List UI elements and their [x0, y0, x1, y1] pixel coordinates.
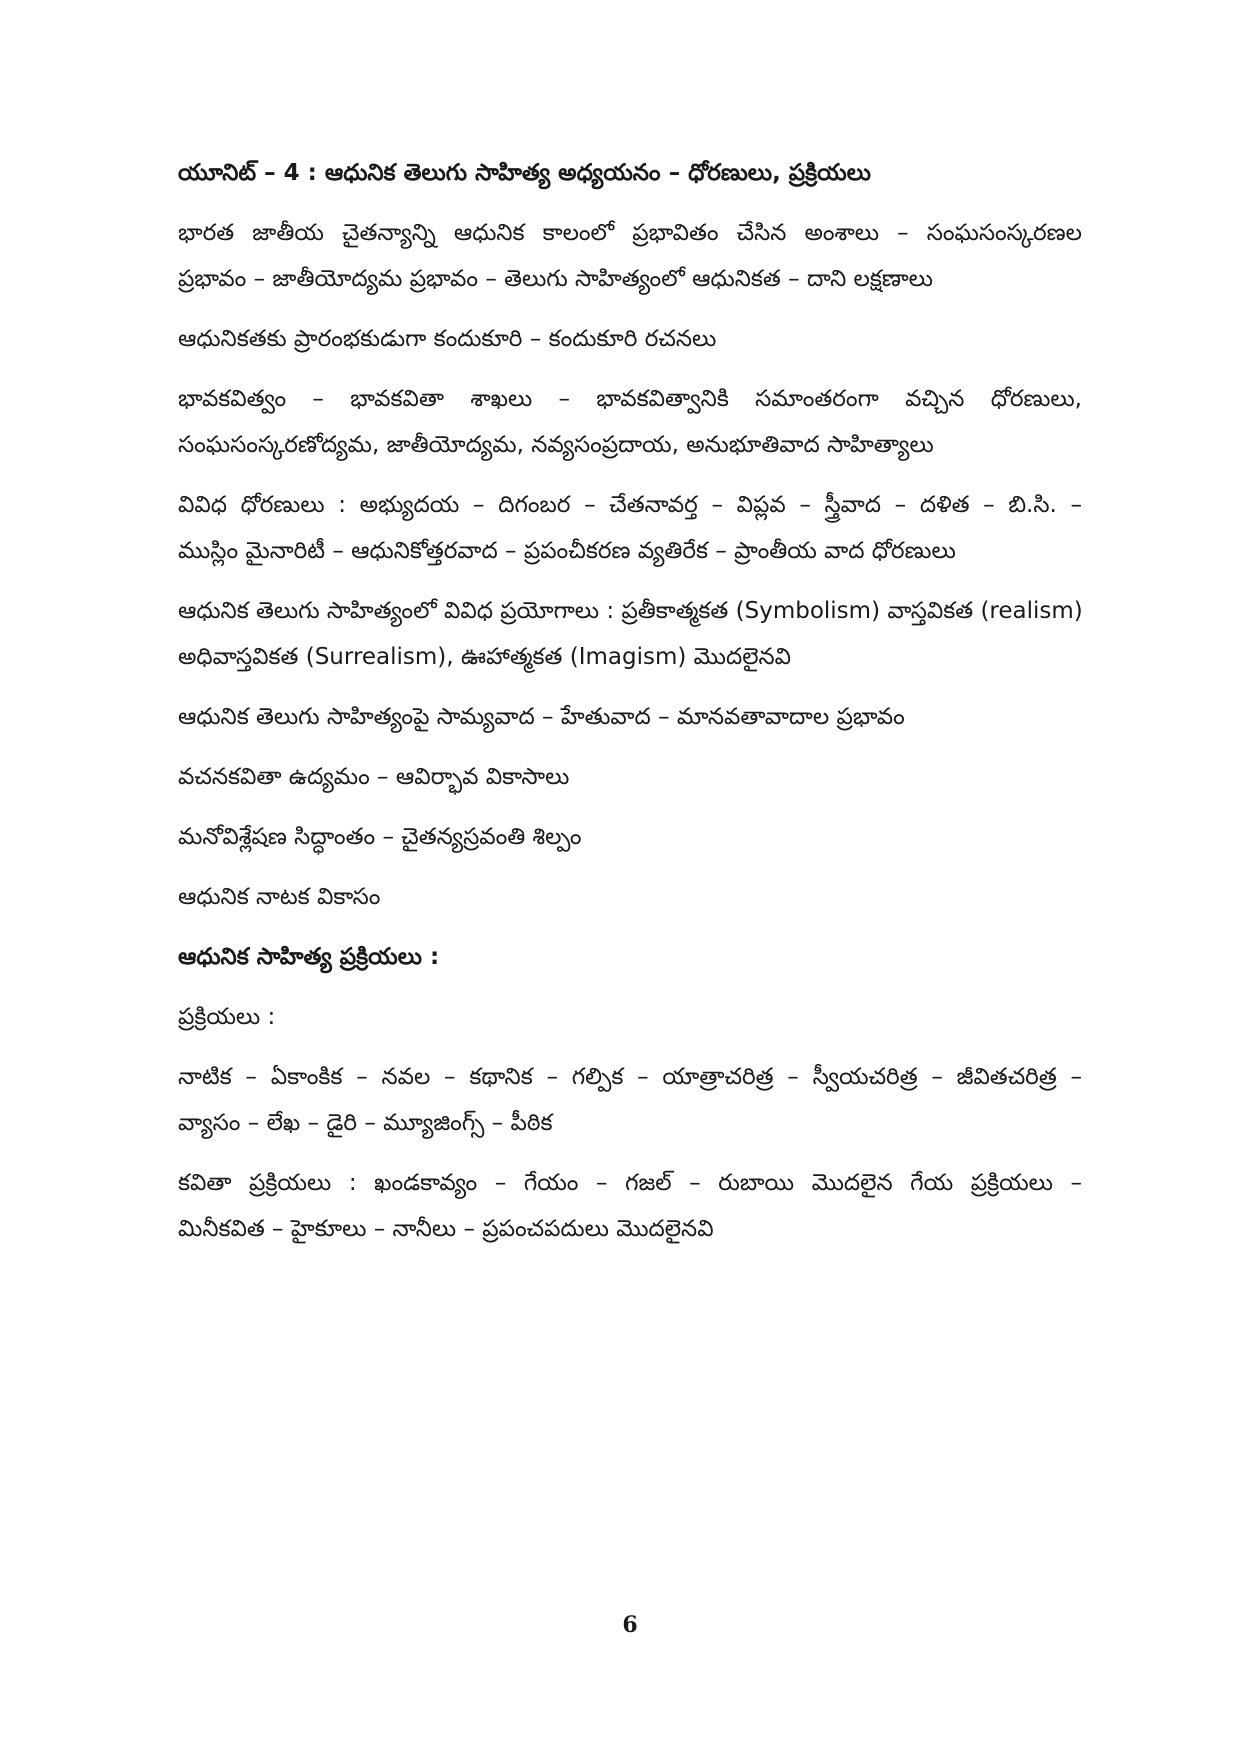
paragraph-influences: [178, 210, 1082, 302]
text-line: సంఘసంస్కరణోద్యమ, జాతీయోద్యమ, నవ్యసంప్రదాయ, అనుభూతివాద సాహిత్యాలు: [178, 432, 934, 458]
text-line: ఆధునిక తెలుగు సాహిత్యంలో వివిధ ప్రయోగాలు : ప్రతీకాత్మకత (Symbolism) వాస్తవికత (realism): [178, 598, 1083, 624]
paragraph-genres-label: [178, 994, 1082, 1040]
paragraph-experiments: [178, 588, 1082, 680]
text-line: నాటిక – ఏకాంకిక – నవల – కథానిక – గల్పిక – యాత్రాచరిత్ర – స్వీయచరిత్ర – జీవితచరిత్ర –: [178, 1064, 1082, 1090]
text-line: ప్రభావం – జాతీయోద్యమ ప్రభావం – తెలుగు సాహిత్యంలో ఆధునికత – దాని లక్షణాలు: [178, 266, 933, 292]
paragraph-poetry-genres: [178, 1160, 1082, 1252]
paragraph-bhavakavitvam: [178, 376, 1082, 468]
page-content: [178, 150, 1082, 1266]
text-line: భావకవిత్వం – భావకవితా శాఖలు – భావకవిత్వానికి సమాంతరంగా వచ్చిన ధోరణులు,: [178, 386, 1082, 412]
text-line: ఆధునికతకు ప్రారంభకుడుగా కందుకూరి – కందుకూరి రచనలు: [178, 326, 717, 352]
page-number: 6: [622, 1612, 638, 1638]
text-line: అధివాస్తవికత (Surrealism), ఊహాత్మకత (Imagism) మొదలైనవి: [178, 644, 792, 670]
text-line: కవితా ప్రక్రియలు : ఖండకావ్యం – గేయం – గజల్ – రుబాయి మొదలైన గేయ ప్రక్రియలు –: [178, 1170, 1082, 1196]
text-line: వివిధ ధోరణులు : అభ్యుదయ – దిగంబర – చేతనావర్త – విప్లవ – స్త్రీవాద – దళిత – బి.సి. –: [178, 492, 1082, 518]
unit-heading: యూనిట్ – 4 : ఆధునిక తెలుగు సాహిత్య అధ్యయనం – ధోరణులు, ప్రక్రియలు: [178, 160, 872, 186]
paragraph-kandukuri: [178, 316, 1082, 362]
text-line: ప్రక్రియలు :: [178, 1004, 276, 1030]
genres-subheading: ఆధునిక సాహిత్య ప్రక్రియలు :: [178, 944, 440, 970]
text-line: ఆధునిక నాటక వికాసం: [178, 884, 381, 910]
paragraph-psychoanalysis: [178, 814, 1082, 860]
paragraph-ideologies: [178, 694, 1082, 740]
text-line: భారత జాతీయ చైతన్యాన్ని ఆధునిక కాలంలో ప్రభావితం చేసిన అంశాలు – సంఘసంస్కరణల: [178, 220, 1082, 246]
text-line: వ్యాసం – లేఖ – డైరి – మ్యూజింగ్స్ – పీఠిక: [178, 1110, 553, 1136]
paragraph-trends: [178, 482, 1082, 574]
text-line: మనోవిశ్లేషణ సిద్ధాంతం – చైతన్యస్రవంతి శిల్పం: [178, 824, 582, 850]
paragraph-prose-genres: [178, 1054, 1082, 1146]
text-line: వచనకవితా ఉద్యమం – ఆవిర్భావ వికాసాలు: [178, 764, 570, 790]
paragraph-free-verse: [178, 754, 1082, 800]
text-line: ఆధునిక తెలుగు సాహిత్యంపై సామ్యవాద – హేతువాద – మానవతావాదాల ప్రభావం: [178, 704, 905, 730]
text-line: మినీకవిత – హైకూలు – నానీలు – ప్రపంచపదులు మొదలైనవి: [178, 1216, 714, 1242]
text-line: ముస్లిం మైనారిటీ – ఆధునికోత్తరవాద – ప్రపంచీకరణ వ్యతిరేక – ప్రాంతీయ వాద ధోరణులు: [178, 538, 956, 564]
paragraph-drama: [178, 874, 1082, 920]
